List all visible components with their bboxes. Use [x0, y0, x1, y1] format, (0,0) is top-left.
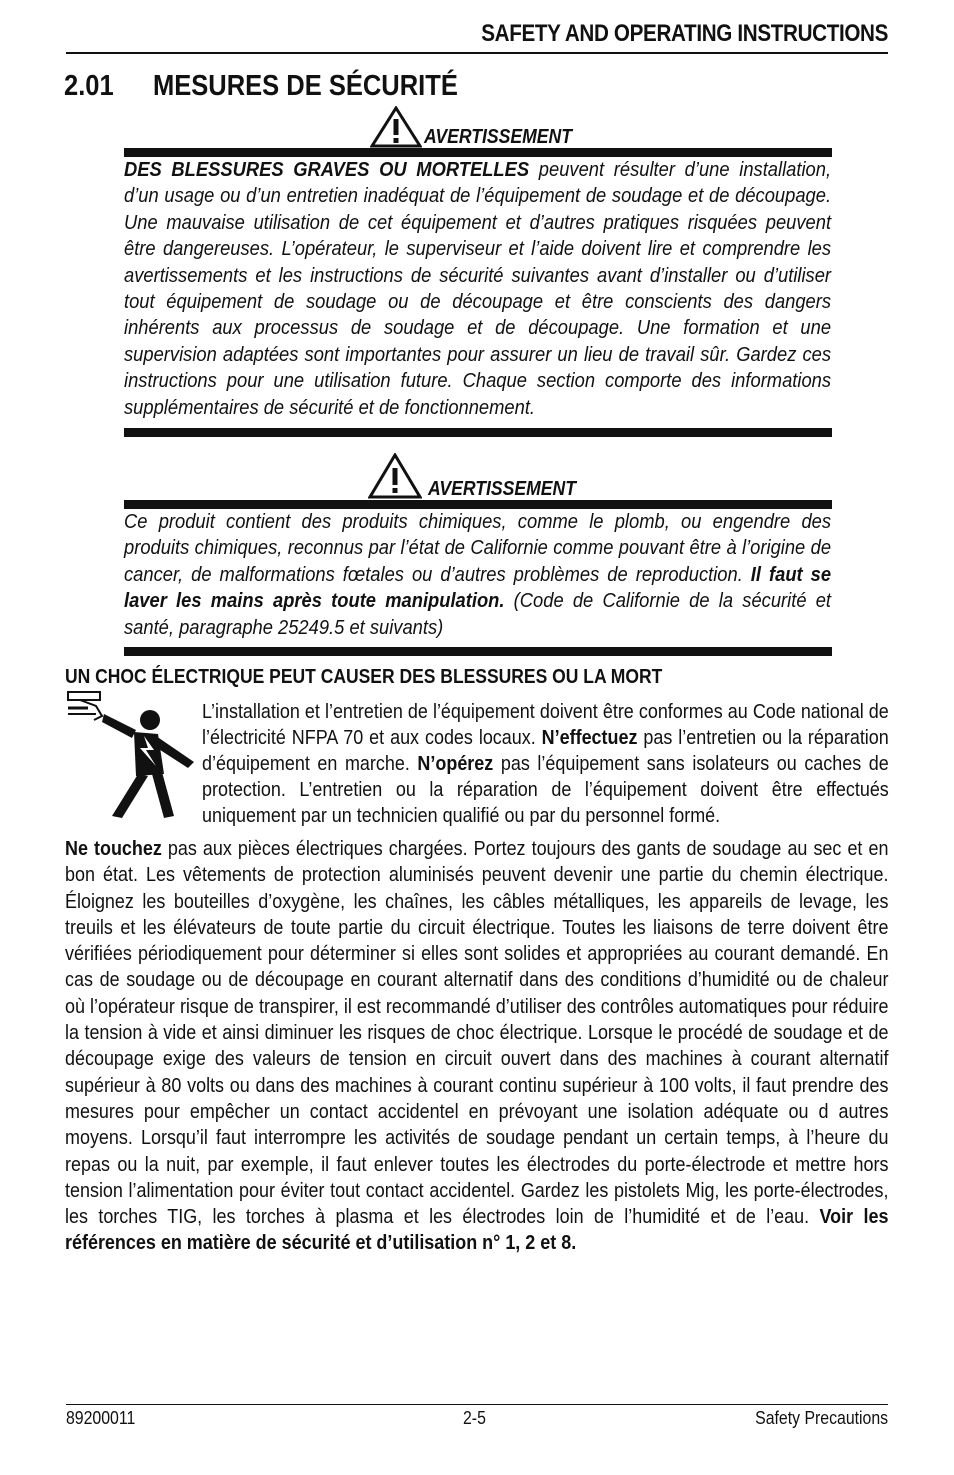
warning2-top-rule — [124, 500, 832, 509]
warning2-bottom-rule — [124, 647, 832, 656]
header-title: SAFETY AND OPERATING INSTRUCTIONS — [481, 20, 888, 47]
footer-page-number: 2-5 — [463, 1408, 486, 1428]
warning1-body: peuvent résulter d’une installation, d’un usage ou d’un entretien inadéquat de l’équipement de soudage et de découpage. Une mauvaise utilisation de cet équipement et d’autres pratiques risquées peuvent être dangereuses. L’opérateur, le superviseur et l’aide doivent lire et comprendre les avertissements et les instructions de sécurité suivantes avant d’installer ou d’utiliser tout équipement de soudage ou de découpage et être conscients des dangers inhérents aux processus de soudage et de découpage. Une formation et une supervision adaptées sont importantes pour assurer un lieu de travail sûr. Gardez ces instructions pour une utilisation future. Chaque section comporte des informations supplémentaires de sécurité et de fonctionnement. — [124, 158, 832, 419]
intro-text-3: pas l’équipement sans isolateurs ou caches de protection. L’entretien ou la réparation de l’équipement doivent être effectués uniquement par un technicien qualifié ou par du personnel formé. — [202, 752, 889, 827]
electric-shock-intro — [202, 699, 889, 829]
warning2-bold: Il faut se laver les mains après toute manipulation. — [124, 562, 832, 613]
section-title: MESURES DE SÉCURITÉ — [153, 70, 458, 102]
warning-triangle-icon — [368, 453, 422, 499]
footer-doc-number: 89200011 — [66, 1408, 136, 1428]
warning1-bottom-rule — [124, 428, 832, 437]
body-text-1: pas aux pièces électriques chargées. Portez toujours des gants de soudage au sec et en bon état. Les vêtements de protection aluminisés peuvent devenir une partie du chemin électrique. Éloignez les bouteilles d’oxygène, les chaînes, les câbles métalliques, les appareils de levage, les treuils et les élévateurs de toute partie du circuit électrique. Toutes les liaisons de terre doivent être vérifiées périodiquement pour déterminer si elles sont solides et appropriées au courant demandé. En cas de soudage ou de découpage en courant alternatif dans des conditions d’humidité ou de chaleur où l’opérateur risque de transpirer, il est recommandé d’utiliser des contrôles automatiques pour réduire la tension à vide et ainsi diminuer les risques de choc électrique. Lorsque le procédé de soudage et de découpage exige des valeurs de tension en circuit ouvert dans des machines à courant alternatif supérieur à 80 volts ou dans des machines à courant continu supérieur à 100 volts, il faut prendre des mesures pour empêcher un contact accidentel en prévoyant une isolation adéquate ou d autres moyens. Lorsqu’il faut interrompre les activités de soudage pendant un certain temps, à l’heure du repas ou la nuit, par exemple, il faut enlever toutes les électrodes du porte-électrode et mettre hors tension l’alimentation pour éviter tout contact accidentel. Gardez les pistolets Mig, les porte-électrodes, les torches TIG, les torches à plasma et les électrodes loin de l’humidité et de l’eau. — [65, 837, 889, 1229]
intro-bold-2: N’opérez — [417, 752, 494, 775]
warning2-reference: (Code de Californie de la sécurité et santé, paragraphe 25249.5 et suivants) — [124, 589, 832, 639]
electric-shock-hazard-icon — [66, 690, 196, 820]
warning-triangle-icon — [370, 106, 422, 148]
warning2-body: Ce produit contient des produits chimiques, comme le plomb, ou engendre des produits chimiques, reconnus par l’état de Californie comme pouvant être à l’origine de cancer, de malformations fœtales ou d’autres problèmes de reproduction. — [124, 510, 832, 586]
footer-rule — [66, 1404, 888, 1405]
warning2-text — [124, 509, 831, 641]
warning1-lead: DES BLESSURES GRAVES OU MORTELLES — [124, 158, 530, 181]
warning1-top-rule — [124, 148, 832, 157]
electric-shock-body — [65, 836, 888, 1257]
intro-text-2: pas l’entretien ou la réparation d’équipement en marche. — [202, 726, 889, 775]
section-number: 2.01 — [64, 70, 114, 102]
body-bold-2: Voir les références en matière de sécurité et d’utilisation n° 1, 2 et 8. — [65, 1205, 889, 1255]
warning2-heading: AVERTISSEMENT — [428, 478, 577, 500]
intro-text-1: L’installation et l’entretien de l’équipement doivent être conformes au Code national de l’électricité NFPA 70 et aux codes locaux. — [202, 700, 889, 749]
body-bold-1: Ne touchez — [65, 837, 162, 860]
header-rule — [66, 52, 888, 54]
warning1-heading: AVERTISSEMENT — [424, 126, 573, 148]
intro-bold-1: N’effectuez — [541, 726, 638, 749]
footer-section-name: Safety Precautions — [755, 1408, 888, 1428]
warning1-text — [124, 157, 831, 421]
electric-shock-heading: UN CHOC ÉLECTRIQUE PEUT CAUSER DES BLESSURES OU LA MORT — [65, 666, 663, 688]
